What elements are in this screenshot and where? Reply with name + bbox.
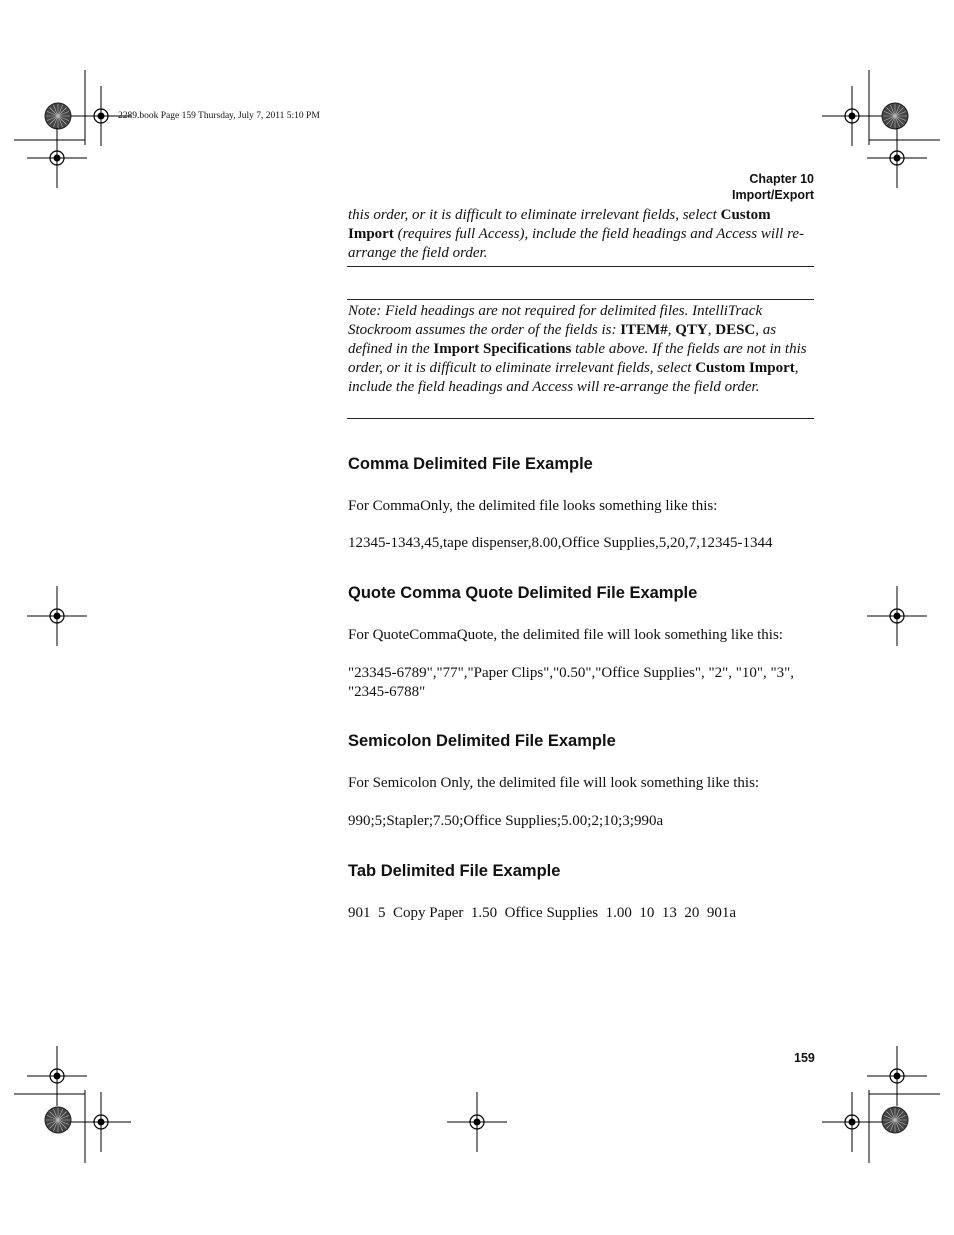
header-chapter: Chapter 10 [749, 172, 814, 186]
field-qty: QTY [675, 322, 708, 338]
semicolon-intro: For Semicolon Only, the delimited file will look something like this: [348, 775, 760, 791]
quote-intro: For QuoteCommaQuote, the delimited file will look something like this: [348, 627, 783, 643]
note-text-4: , include the field headings and Access will re-arrange the field order. [348, 360, 799, 395]
page-number: 159 [794, 1051, 815, 1065]
tab-example: 901 5 Copy Paper 1.50 Office Supplies 1.00 10 13 20 901a [348, 905, 737, 921]
continued-text-2: (requires full Access), include the field headings and Access will re-arrange the field order. [348, 226, 805, 261]
quote-heading: Quote Comma Quote Delimited File Example [348, 584, 698, 602]
comma-heading: Comma Delimited File Example [348, 455, 593, 473]
semicolon-heading: Semicolon Delimited File Example [348, 732, 616, 750]
comma-intro: For CommaOnly, the delimited file looks something like this: [348, 498, 718, 514]
field-desc: DESC [715, 322, 756, 338]
note-custom-import-label: Custom Import [695, 360, 795, 376]
note-bottom-rule [347, 418, 814, 419]
custom-import-label: Custom Import [348, 207, 771, 242]
field-item: ITEM# [620, 322, 668, 338]
note-top-rule [347, 299, 814, 300]
divider [347, 266, 814, 267]
quote-example-line-1: "23345-6789","77","Paper Clips","0.50","Office Supplies", "2", "10", "3", [348, 665, 795, 681]
note-paragraph [348, 302, 816, 397]
semicolon-example: 990;5;Stapler;7.50;Office Supplies;5.00;2;10;3;990a [348, 813, 664, 829]
continued-paragraph [348, 206, 816, 263]
note-sep-1: , [667, 322, 676, 338]
continued-text-1: this order, or it is difficult to eliminate irrelevant fields, select [348, 207, 721, 223]
header-section: Import/Export [732, 188, 814, 202]
note-text-1: Note: Field headings are not required for delimited files. IntelliTrack Stockroom assumes the order of the fields is: [348, 303, 763, 338]
slug-line: 2289.book Page 159 Thursday, July 7, 2011 5:10 PM [118, 111, 320, 121]
import-specifications-label: Import Specifications [433, 341, 572, 357]
tab-heading: Tab Delimited File Example [348, 862, 561, 880]
quote-example-line-2: "2345-6788" [348, 684, 426, 700]
note-text-2: , as defined in the [348, 322, 777, 357]
note-text-3: table above. If the fields are not in this order, or it is difficult to eliminate irrelevant fields, select [348, 341, 807, 376]
note-sep-2: , [707, 322, 716, 338]
comma-example: 12345-1343,45,tape dispenser,8.00,Office Supplies,5,20,7,12345-1344 [348, 535, 773, 551]
